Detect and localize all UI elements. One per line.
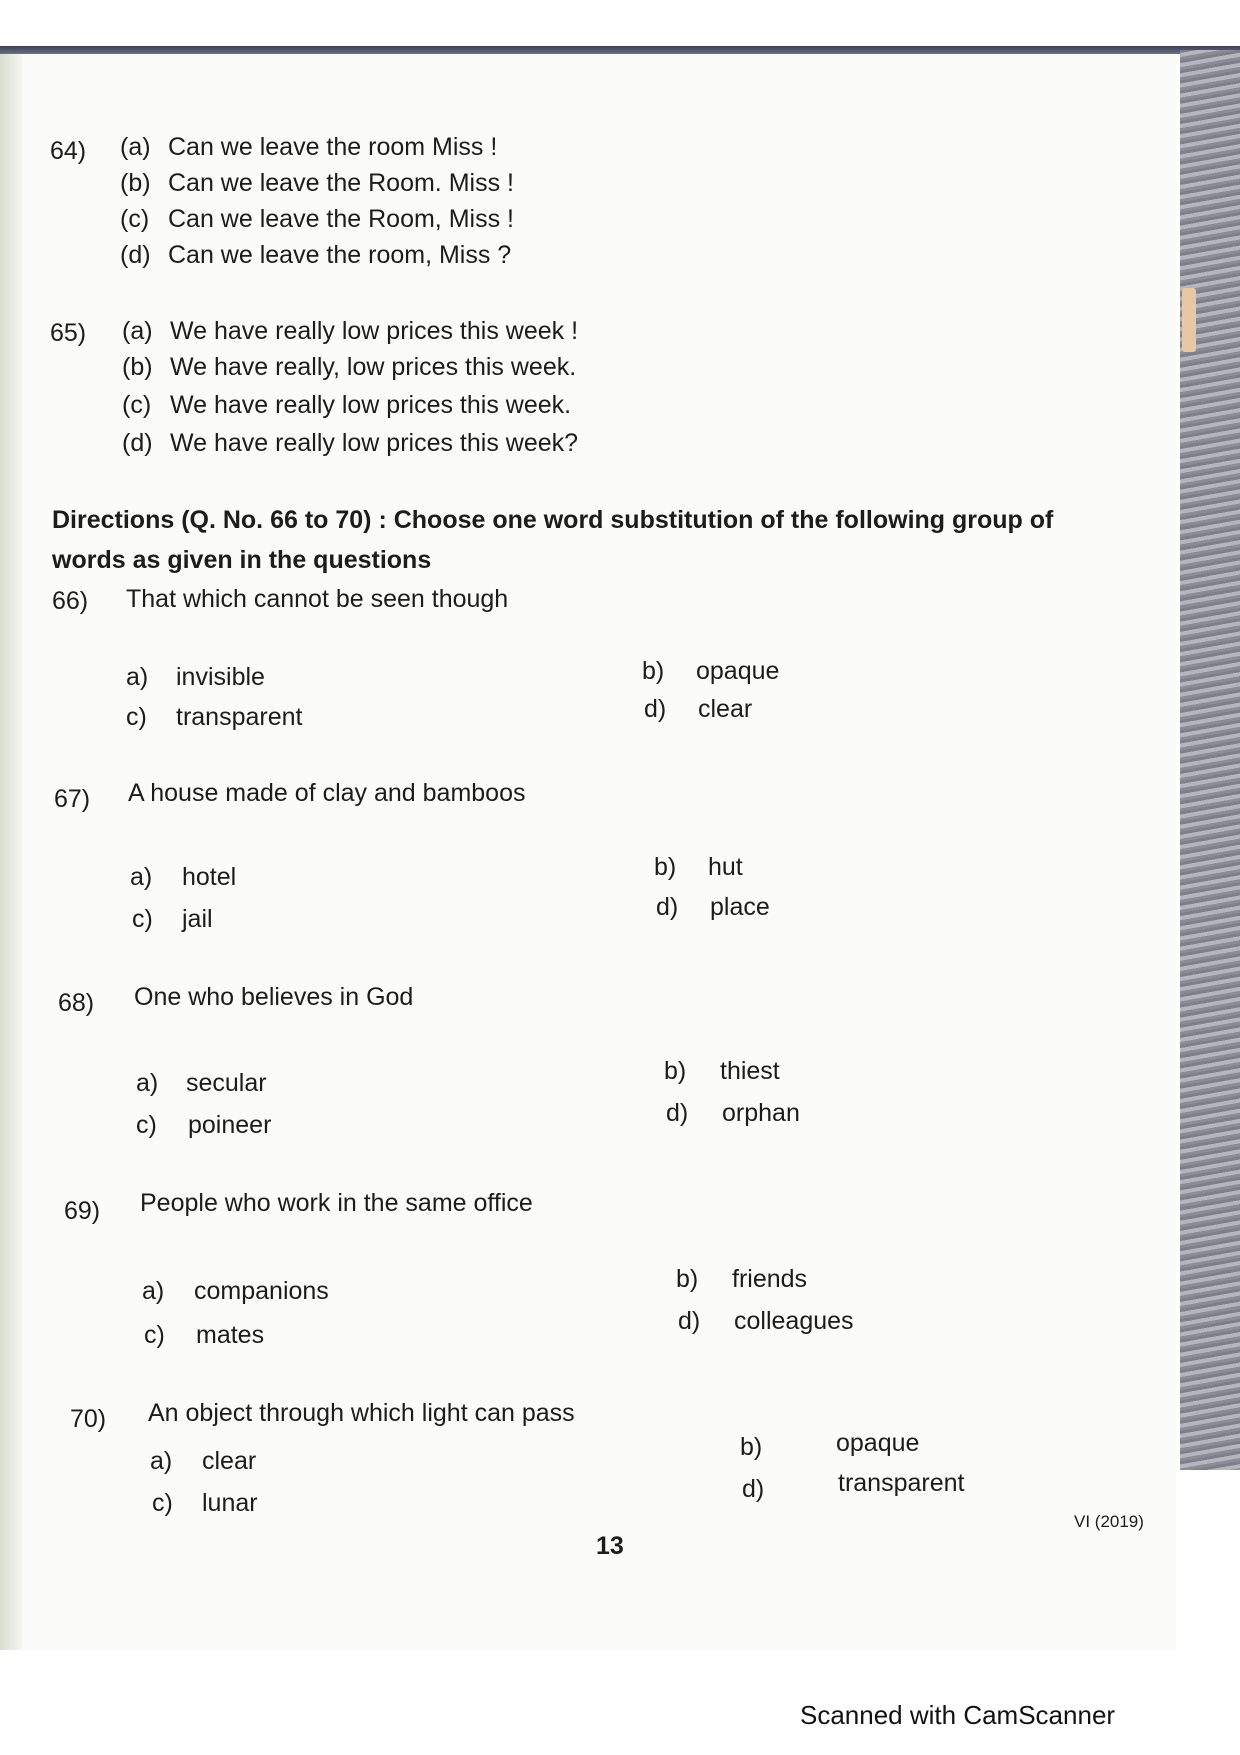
- option-label: d): [644, 695, 667, 723]
- option-label: (b): [122, 353, 153, 381]
- paper-left-edge: [0, 54, 22, 1650]
- option-text: Can we leave the Room. Miss !: [168, 169, 514, 197]
- option-text: place: [710, 893, 770, 921]
- option-label: (d): [120, 241, 151, 269]
- option-label: a): [130, 863, 153, 891]
- paper-code: VI (2019): [1074, 1512, 1144, 1531]
- option-text: jail: [182, 905, 213, 933]
- option-text: clear: [202, 1447, 257, 1475]
- option-label: (d): [122, 429, 153, 457]
- question-number: 66): [52, 587, 89, 615]
- option-label: b): [642, 657, 665, 685]
- option-label: d): [742, 1475, 765, 1503]
- question-stem: One who believes in God: [134, 983, 414, 1011]
- option-text: orphan: [722, 1099, 800, 1127]
- option-text: colleagues: [734, 1307, 854, 1335]
- option-label: a): [136, 1069, 159, 1097]
- option-text: Can we leave the room, Miss ?: [168, 241, 512, 269]
- option-text: We have really low prices this week.: [170, 391, 572, 419]
- option-text: clear: [698, 695, 753, 723]
- question-stem: That which cannot be seen though: [126, 585, 509, 613]
- option-text: secular: [186, 1069, 267, 1097]
- option-text: friends: [732, 1265, 808, 1293]
- option-label: (a): [120, 133, 151, 161]
- directions: Directions (Q. No. 66 to 70) : Choose one word substitution of the following group of words as given in the questions: [52, 506, 1054, 574]
- scanner-watermark: Scanned with CamScanner: [800, 1700, 1116, 1730]
- question-number: 64): [50, 137, 87, 165]
- option-label: b): [740, 1433, 763, 1461]
- page-number: 13: [596, 1532, 624, 1560]
- option-text: Can we leave the Room, Miss !: [168, 205, 514, 233]
- question-number: 67): [54, 785, 91, 813]
- option-label: c): [144, 1321, 165, 1349]
- option-text: We have really low prices this week?: [170, 429, 579, 457]
- question-number: 68): [58, 989, 95, 1017]
- option-label: a): [150, 1447, 173, 1475]
- scan-top-border: [0, 46, 1240, 54]
- option-text: hotel: [182, 863, 237, 891]
- option-label: (b): [120, 169, 151, 197]
- option-text: opaque: [836, 1429, 920, 1457]
- option-label: b): [654, 853, 677, 881]
- question-stem: People who work in the same office: [140, 1189, 533, 1217]
- option-text: thiest: [720, 1057, 780, 1085]
- option-label: c): [136, 1111, 157, 1139]
- option-text: mates: [196, 1321, 265, 1349]
- question-number: 65): [50, 319, 87, 347]
- option-label: c): [152, 1489, 173, 1517]
- option-text: poineer: [188, 1111, 272, 1139]
- option-text: transparent: [838, 1469, 965, 1497]
- question-stem: An object through which light can pass: [148, 1399, 575, 1427]
- option-text: Can we leave the room Miss !: [168, 133, 498, 161]
- scan-right-border: [1180, 50, 1240, 1470]
- option-text: opaque: [696, 657, 780, 685]
- option-label: (c): [120, 205, 150, 233]
- option-text: We have really, low prices this week.: [170, 353, 577, 381]
- option-label: d): [666, 1099, 689, 1127]
- option-text: invisible: [176, 663, 265, 691]
- page-tab-mark: [1182, 288, 1196, 352]
- option-label: (c): [122, 391, 152, 419]
- option-label: c): [126, 703, 147, 731]
- option-label: b): [676, 1265, 699, 1293]
- option-text: transparent: [176, 703, 303, 731]
- option-label: (a): [122, 317, 153, 345]
- question-number: 69): [64, 1197, 101, 1225]
- option-label: a): [126, 663, 149, 691]
- question-number: 70): [70, 1405, 107, 1433]
- option-label: d): [656, 893, 679, 921]
- option-text: lunar: [202, 1489, 258, 1517]
- option-label: a): [142, 1277, 165, 1305]
- option-text: We have really low prices this week !: [170, 317, 579, 345]
- option-label: d): [678, 1307, 701, 1335]
- option-label: b): [664, 1057, 687, 1085]
- option-label: c): [132, 905, 153, 933]
- question-stem: A house made of clay and bamboos: [128, 779, 526, 807]
- option-text: companions: [194, 1277, 329, 1305]
- option-text: hut: [708, 853, 743, 881]
